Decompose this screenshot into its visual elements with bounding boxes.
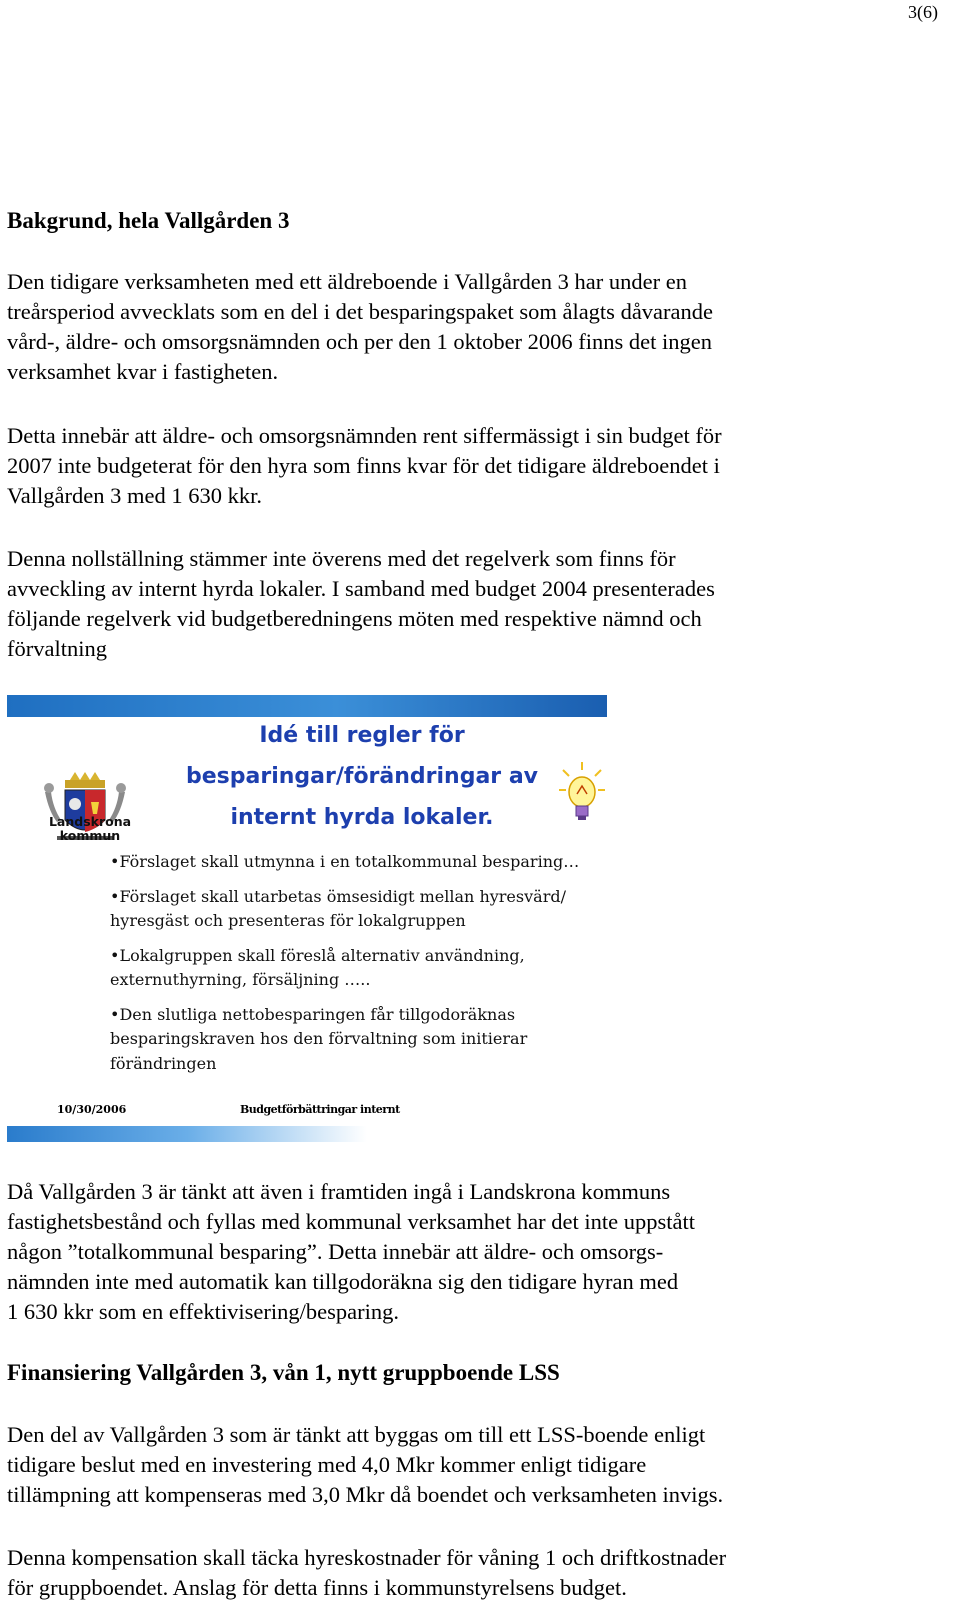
page-number: 3(6) bbox=[908, 2, 938, 22]
paragraph-1 bbox=[7, 267, 907, 387]
text-line: Den tidigare verksamheten med ett äldreboende i Vallgården 3 har under en bbox=[7, 269, 687, 294]
text-line: treårsperiod avvecklats som en del i det besparingspaket som ålagts dåvarande bbox=[7, 299, 714, 324]
heading-text: Finansiering Vallgården 3, vån 1, nytt gruppboende LSS bbox=[7, 1360, 560, 1385]
slide-footer-label: Budgetförbättringar internt bbox=[240, 1103, 400, 1116]
logo-line: Landskrona bbox=[48, 814, 132, 829]
text-line: Vallgården 3 med 1 630 kkr. bbox=[7, 483, 262, 508]
text-line: tidigare beslut med en investering med 4,0 Mkr kommer enligt tidigare bbox=[7, 1452, 647, 1477]
logo-text bbox=[45, 815, 135, 843]
slide-bullet bbox=[110, 885, 590, 934]
text-line: Detta innebär att äldre- och omsorgsnämnden rent siffermässigt i sin budget för bbox=[7, 423, 722, 448]
bullet-line: förändringen bbox=[110, 1053, 217, 1073]
bullet-line: besparingskraven hos den förvaltning som initierar bbox=[110, 1029, 528, 1048]
paragraph-6 bbox=[7, 1543, 907, 1603]
paragraph-5 bbox=[7, 1420, 907, 1510]
text-line: tillämpning att kompenseras med 3,0 Mkr då boendet och verksamheten invigs. bbox=[7, 1482, 724, 1507]
text-line: nämnden inte med automatik kan tillgodoräkna sig den tidigare hyran med bbox=[7, 1269, 679, 1294]
bullet-line: •Lokalgruppen skall föreslå alternativ användning, bbox=[110, 945, 525, 965]
slide-title-line: internt hyrda lokaler. bbox=[230, 805, 494, 830]
embedded-slide-image bbox=[7, 695, 607, 1142]
slide-bottom-bar bbox=[7, 1126, 607, 1142]
text-line: följande regelverk vid budgetberedningens möten med respektive nämnd och bbox=[7, 606, 702, 631]
paragraph-3 bbox=[7, 544, 907, 664]
slide-bullet bbox=[110, 1003, 590, 1077]
slide-title-line: Idé till regler för bbox=[259, 723, 465, 748]
slide-bullet-list bbox=[110, 850, 590, 1086]
bullet-line: •Förslaget skall utarbetas ömsesidigt mellan hyresvärd/ bbox=[110, 886, 566, 906]
lightbulb-icon bbox=[557, 760, 607, 830]
slide-title-line: besparingar/förändringar av bbox=[185, 764, 539, 789]
text-line: 1 630 kkr som en effektivisering/besparing. bbox=[7, 1299, 400, 1324]
text-line: för gruppboendet. Anslag för detta finns i kommunstyrelsens budget. bbox=[7, 1575, 627, 1600]
text-line: Då Vallgården 3 är tänkt att även i framtiden ingå i Landskrona kommuns bbox=[7, 1179, 671, 1204]
text-line: vård-, äldre- och omsorgsnämnden och per den 1 oktober 2006 finns det ingen bbox=[7, 329, 713, 354]
bullet-line: •Den slutliga nettobesparingen får tillgodoräknas bbox=[110, 1004, 516, 1024]
text-line: 2007 inte budgeterat för den hyra som finns kvar för det tidigare äldreboendet i bbox=[7, 453, 720, 478]
slide-title bbox=[167, 715, 557, 838]
text-line: någon ”totalkommunal besparing”. Detta innebär att äldre- och omsorgs- bbox=[7, 1239, 664, 1264]
paragraph-2 bbox=[7, 421, 907, 511]
slide-bullet bbox=[110, 850, 590, 875]
text-line: verksamhet kvar i fastigheten. bbox=[7, 359, 279, 384]
text-line: Denna kompensation skall täcka hyreskostnader för våning 1 och driftkostnader bbox=[7, 1545, 727, 1570]
paragraph-4 bbox=[7, 1177, 907, 1327]
section-heading-finansiering bbox=[7, 1358, 907, 1388]
text-line: fastighetsbestånd och fyllas med kommunal verksamhet har det inte uppstått bbox=[7, 1209, 695, 1234]
slide-top-bar bbox=[7, 695, 607, 717]
text-line: avveckling av internt hyrda lokaler. I samband med budget 2004 presenterades bbox=[7, 576, 715, 601]
section-heading-bakgrund bbox=[7, 206, 907, 236]
slide-footer-date: 10/30/2006 bbox=[57, 1103, 127, 1116]
slide-bullet bbox=[110, 944, 590, 993]
bullet-line: •Förslaget skall utmynna i en totalkommunal besparing… bbox=[110, 852, 580, 871]
logo-line: kommun bbox=[59, 828, 121, 843]
text-line: Den del av Vallgården 3 som är tänkt att byggas om till ett LSS-boende enligt bbox=[7, 1422, 706, 1447]
text-line: Denna nollställning stämmer inte överens med det regelverk som finns för bbox=[7, 546, 676, 571]
bullet-line: hyresgäst och presenteras för lokalgruppen bbox=[110, 911, 466, 930]
heading-text: Bakgrund, hela Vallgården 3 bbox=[7, 208, 290, 233]
bullet-line: externuthyrning, försäljning ….. bbox=[110, 970, 371, 989]
text-line: förvaltning bbox=[7, 636, 107, 661]
